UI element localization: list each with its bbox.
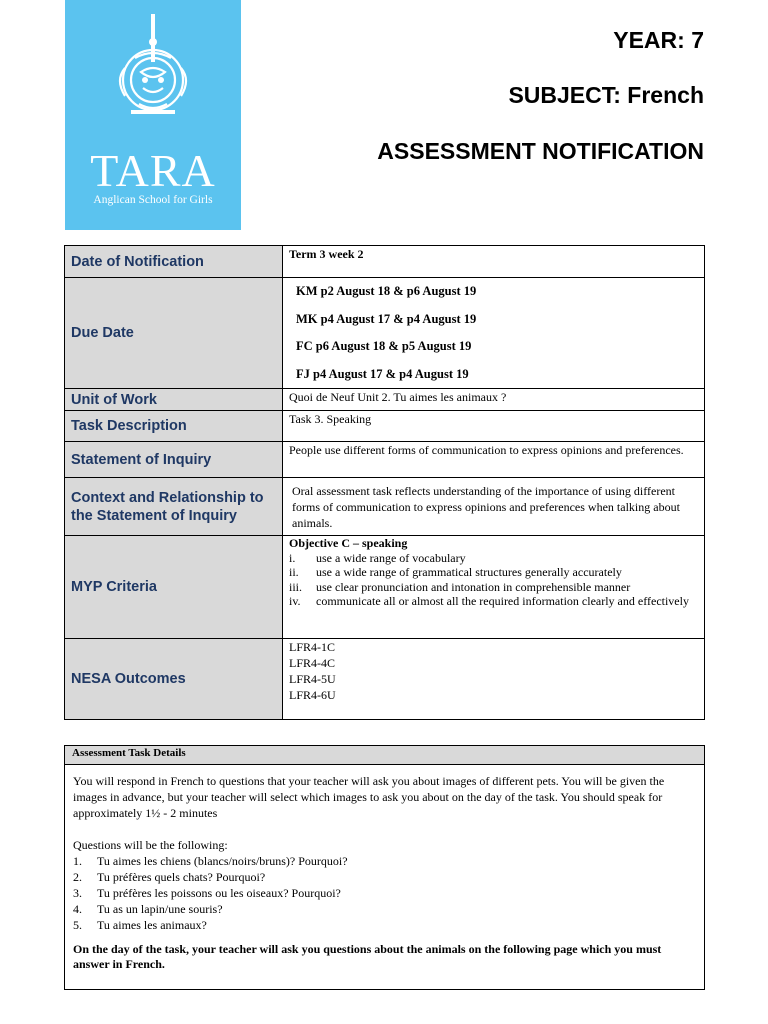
list-item xyxy=(73,901,697,917)
criteria-heading: Objective C – speaking xyxy=(289,536,408,550)
table-row xyxy=(65,639,705,720)
row-label-soi: Statement of Inquiry xyxy=(65,442,283,478)
subject-heading: SUBJECT: French xyxy=(508,82,704,108)
row-label-myp: MYP Criteria xyxy=(65,536,283,639)
due-date-line: FC p6 August 18 & p5 August 19 xyxy=(296,339,472,353)
list-item xyxy=(289,565,698,580)
criteria-number: i. xyxy=(289,550,296,565)
criteria-number: ii. xyxy=(289,565,299,579)
question-text: Tu aimes les chiens (blancs/noirs/bruns)? Pourquoi? xyxy=(97,854,348,868)
outcome-code: LFR4-4C xyxy=(289,656,336,670)
list-item xyxy=(73,869,697,885)
questions-label: Questions will be the following: xyxy=(73,838,228,852)
list-item xyxy=(289,551,698,566)
list-item xyxy=(73,917,697,933)
school-logo xyxy=(65,0,241,230)
list-item xyxy=(289,580,698,595)
myp-criteria-value xyxy=(283,536,705,639)
table-row xyxy=(65,536,705,639)
details-heading: Assessment Task Details xyxy=(65,746,705,765)
brooch-emblem-icon xyxy=(65,0,241,140)
table-row xyxy=(65,411,705,442)
assessment-info-table xyxy=(64,245,705,720)
table-row xyxy=(65,278,705,389)
outcome-code: LFR4-6U xyxy=(289,688,336,702)
row-label-due-date: Due Date xyxy=(65,278,283,389)
due-date-value xyxy=(283,278,705,389)
table-row xyxy=(65,478,705,536)
list-item xyxy=(73,885,697,901)
question-text: Tu aimes les animaux? xyxy=(97,918,207,932)
details-intro: You will respond in French to questions that your teacher will ask you about images of different pets. You will be given the images in advance, but your teacher will select which images to ask you about on the day of the task. You should speak for approximately 1½ - 2 minutes xyxy=(73,774,665,820)
list-item xyxy=(73,853,697,869)
row-label-context: Context and Relationship to the Statement of Inquiry xyxy=(65,478,283,536)
table-row xyxy=(65,442,705,478)
row-label-notification: Date of Notification xyxy=(65,246,283,278)
notification-value: Term 3 week 2 xyxy=(283,246,705,278)
details-closing: On the day of the task, your teacher will ask you questions about the animals on the following page which you must answer in French. xyxy=(73,942,662,971)
question-number: 5. xyxy=(73,918,82,932)
question-text: Tu as un lapin/une souris? xyxy=(97,902,223,916)
criteria-text: use a wide range of grammatical structures generally accurately xyxy=(316,565,622,579)
logo-tagline: Anglican School for Girls xyxy=(93,194,213,206)
due-date-line: KM p2 August 18 & p6 August 19 xyxy=(296,284,477,298)
outcome-code: LFR4-5U xyxy=(289,672,336,686)
question-number: 4. xyxy=(73,902,82,916)
details-body xyxy=(65,765,705,990)
table-row xyxy=(65,746,705,765)
nesa-outcomes-value xyxy=(283,639,705,720)
table-row xyxy=(65,389,705,411)
task-value: Task 3. Speaking xyxy=(283,411,705,442)
unit-value: Quoi de Neuf Unit 2. Tu aimes les animaux ? xyxy=(283,389,705,411)
question-text: Tu préfères les poissons ou les oiseaux? Pourquoi? xyxy=(97,886,341,900)
context-value: Oral assessment task reflects understanding of the importance of using different forms of communication to express opinions and preferences when talking about animals. xyxy=(283,478,705,536)
row-label-unit: Unit of Work xyxy=(65,389,283,411)
list-item xyxy=(289,594,698,609)
logo-wordmark: TARA xyxy=(90,145,216,196)
row-label-nesa: NESA Outcomes xyxy=(65,639,283,720)
due-date-line: FJ p4 August 17 & p4 August 19 xyxy=(296,366,469,381)
criteria-number: iv. xyxy=(289,594,301,608)
soi-value: People use different forms of communication to express opinions and preferences. xyxy=(283,442,705,478)
criteria-text: use a wide range of vocabulary xyxy=(316,550,466,565)
question-number: 3. xyxy=(73,886,82,900)
page-title: ASSESSMENT NOTIFICATION xyxy=(377,138,704,164)
table-row xyxy=(65,246,705,278)
criteria-text: communicate all or almost all the required information clearly and effectively xyxy=(316,594,689,608)
table-row xyxy=(65,765,705,990)
question-text: Tu préfères quels chats? Pourquoi? xyxy=(97,870,266,884)
criteria-number: iii. xyxy=(289,579,303,594)
outcome-code: LFR4-1C xyxy=(289,640,336,654)
criteria-text: use clear pronunciation and intonation in comprehensible manner xyxy=(316,579,631,594)
row-label-task: Task Description xyxy=(65,411,283,442)
due-date-line: MK p4 August 17 & p4 August 19 xyxy=(296,311,477,326)
year-heading: YEAR: 7 xyxy=(613,27,704,53)
question-number: 1. xyxy=(73,854,82,868)
question-number: 2. xyxy=(73,870,82,884)
task-details-table xyxy=(64,745,705,990)
